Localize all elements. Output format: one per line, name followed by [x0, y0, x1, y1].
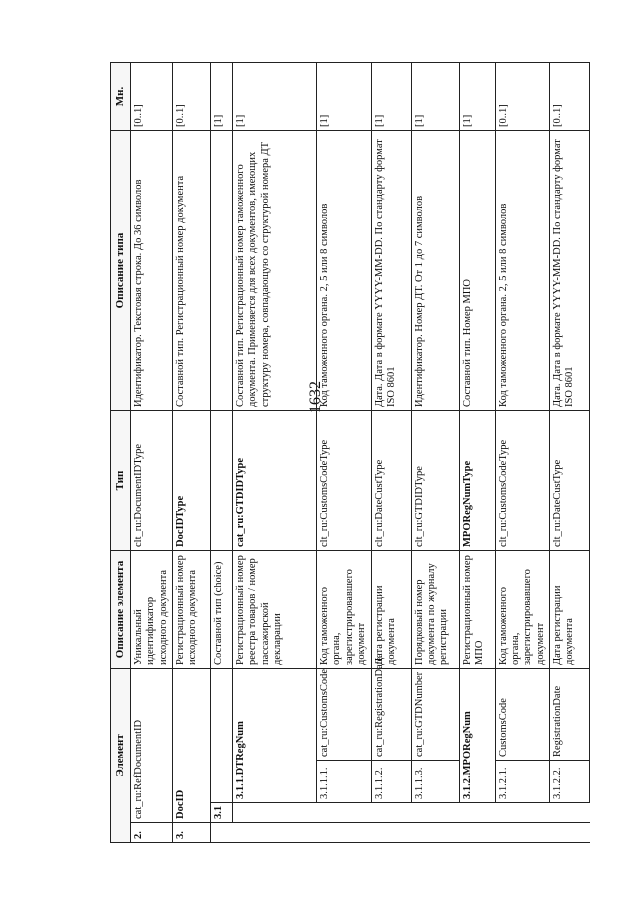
element-name-text: DTRegNum — [235, 721, 247, 776]
element-name: CustomsCode — [495, 669, 550, 761]
type-description: Дата. Дата в формате YYYY-MM-DD. По стандарту формат ISO 8601 — [371, 131, 411, 411]
row-number: 2. — [130, 823, 172, 843]
multiplicity: [1] — [459, 63, 495, 131]
element-description: Регистрационный номер МПО — [459, 551, 495, 669]
type-description: Дата. Дата в формате YYYY-MM-DD. По стандарту формат ISO 8601 — [550, 131, 590, 411]
table-row — [411, 63, 459, 843]
element-type: clt_ru:CustomsCodeType — [495, 411, 550, 551]
type-description: Составной тип. Регистрационный номер таможенного документа. Применяется для всех документов, имеющих структуру номера, совпадающую со структурой номера ДТ — [233, 131, 317, 411]
type-description — [211, 131, 233, 411]
element-type: clt_ru:DateCustType — [550, 411, 590, 551]
header-multiplicity: Мн. — [111, 63, 131, 131]
table-container — [110, 63, 576, 843]
element-name-text: MPORegNum — [461, 711, 473, 776]
schema-table — [110, 62, 590, 843]
row-number: 3.1.1.2. — [371, 761, 411, 803]
element-name: cat_ru:RefDocumentID — [130, 669, 172, 823]
multiplicity: [1] — [317, 63, 372, 131]
header-element: Элемент — [111, 669, 131, 843]
table-row — [130, 63, 172, 843]
type-description: Код таможенного органа. 2, 5 или 8 символов — [495, 131, 550, 411]
element-type: cat_ru:GTDIDType — [233, 411, 317, 551]
element-description: Составной тип (choice) — [211, 551, 233, 669]
element-type: DocIDType — [173, 411, 211, 551]
table-row — [550, 63, 590, 843]
header-element-desc: Описание элемента — [111, 551, 131, 669]
type-description: Идентификатор. Текстовая строка. До 36 символов — [130, 131, 172, 411]
element-name: cat_ru:CustomsCode — [317, 669, 372, 761]
element-type: clt_ru:GTDIDType — [411, 411, 459, 551]
row-number: 3.1.2. — [461, 775, 473, 799]
element-description: Регистрационный номер реестра товаров / номер пассажирской декларации — [233, 551, 317, 669]
type-description: Составной тип. Регистрационный номер документа — [173, 131, 211, 411]
element-type: MPORegNumType — [459, 411, 495, 551]
element-name — [459, 669, 495, 803]
element-type: clt_ru:DateCustType — [371, 411, 411, 551]
row-number: 3.1 — [211, 803, 233, 823]
table-row — [173, 63, 211, 843]
element-name: cat_ru:GTDNumber — [411, 669, 459, 761]
element-description: Порядковый номер документа по журналу регистрации — [411, 551, 459, 669]
multiplicity: [1] — [371, 63, 411, 131]
table-row — [211, 63, 233, 843]
element-name: DocID — [173, 669, 211, 823]
multiplicity: [0..1] — [550, 63, 590, 131]
element-name: RegistrationDate — [550, 669, 590, 761]
element-name — [233, 669, 317, 803]
element-description: Дата регистрации документа — [371, 551, 411, 669]
row-number: 3.1.1. — [235, 775, 247, 799]
header-type-desc: Описание типа — [111, 131, 131, 411]
multiplicity: [0..1] — [130, 63, 172, 131]
element-type: clt_ru:DocumentIDType — [130, 411, 172, 551]
type-description: Код таможенного органа. 2, 5 или 8 символов — [317, 131, 372, 411]
row-number: 3.1.1.3. — [411, 761, 459, 803]
multiplicity: [1] — [211, 63, 233, 131]
type-description: Составной тип. Номер МПО — [459, 131, 495, 411]
table-row — [371, 63, 411, 843]
element-description: Регистрационный номер исходного документа — [173, 551, 211, 669]
element-type — [211, 411, 233, 551]
multiplicity: [0..1] — [173, 63, 211, 131]
rotated-table-frame — [110, 63, 576, 843]
table-row — [495, 63, 550, 843]
table-row — [233, 63, 317, 843]
multiplicity: [0..1] — [495, 63, 550, 131]
row-number: 3.1.2.1. — [495, 761, 550, 803]
element-type: clt_ru:CustomsCodeType — [317, 411, 372, 551]
element-name — [211, 669, 233, 803]
element-description: Код таможенного органа, зарегистрировавшего документ — [495, 551, 550, 669]
header-row — [111, 63, 131, 843]
table-row — [317, 63, 372, 843]
element-description: Код таможенного органа, зарегистрировавшего документ — [317, 551, 372, 669]
page-number: 1632 — [307, 381, 324, 413]
type-description: Идентификатор. Номер ДТ. От 1 до 7 символов — [411, 131, 459, 411]
row-number: 3. — [173, 823, 211, 843]
table-row — [459, 63, 495, 843]
multiplicity: [1] — [233, 63, 317, 131]
multiplicity: [1] — [411, 63, 459, 131]
element-description: Уникальный идентификатор исходного документа — [130, 551, 172, 669]
element-name: cat_ru:RegistrationDate — [371, 669, 411, 761]
header-type: Тип — [111, 411, 131, 551]
row-number: 3.1.1.1. — [317, 761, 372, 803]
row-number: 3.1.2.2. — [550, 761, 590, 803]
element-description: Дата регистрации документа — [550, 551, 590, 669]
